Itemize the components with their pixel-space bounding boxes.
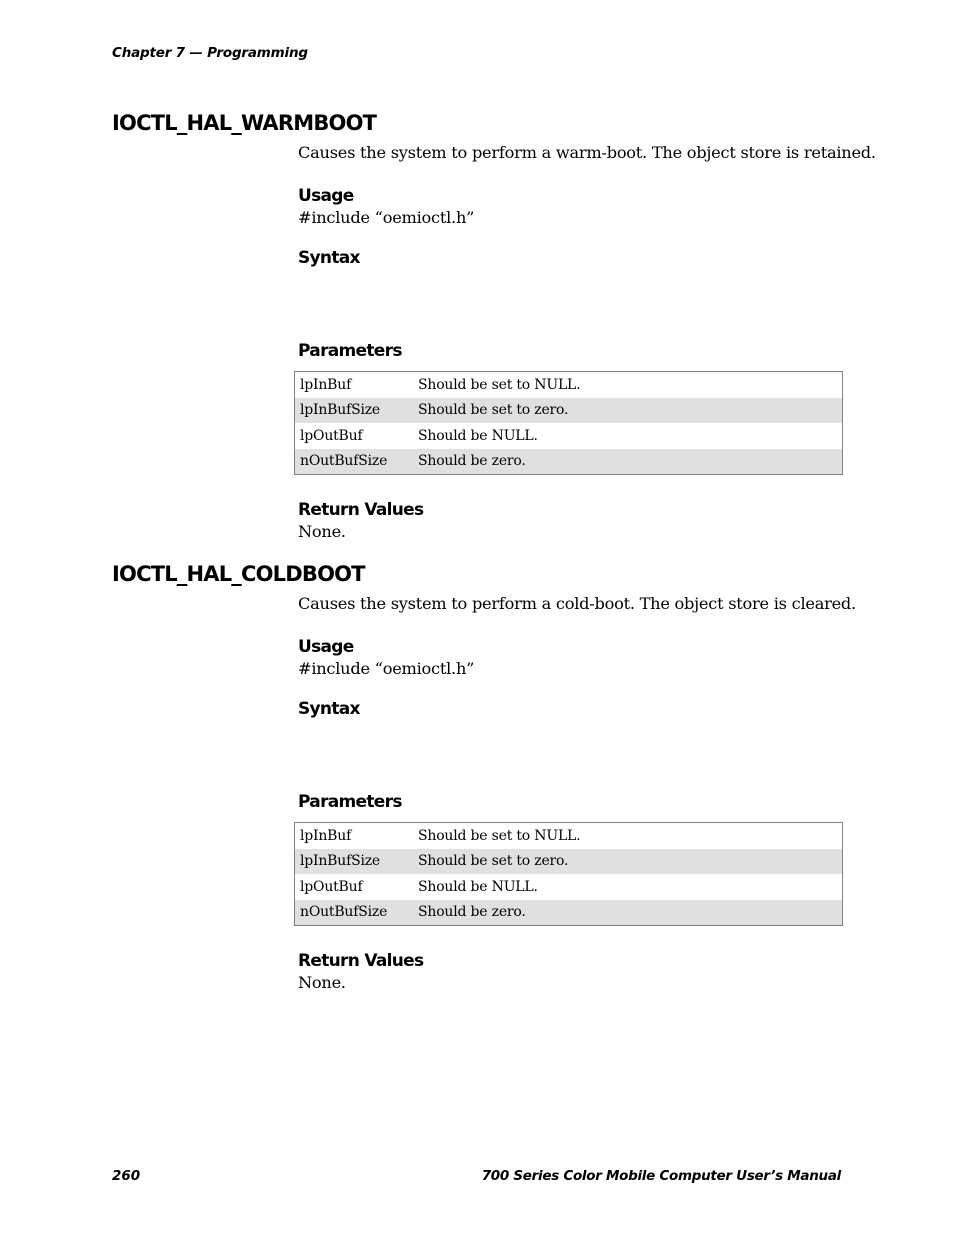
- table-row: [295, 372, 842, 398]
- return-values-text: None.: [298, 973, 346, 992]
- return-values-text: None.: [298, 522, 346, 541]
- parameters-heading: Parameters: [298, 341, 402, 361]
- param-name: lpOutBuf: [300, 878, 363, 895]
- table-row: [295, 823, 842, 849]
- table-row: [295, 874, 842, 900]
- param-desc: Should be set to NULL.: [418, 827, 581, 844]
- table-row: [295, 849, 842, 875]
- param-name: nOutBufSize: [300, 453, 388, 470]
- table-row: [295, 449, 842, 475]
- section-description: Causes the system to perform a cold-boot. The object store is cleared.: [298, 594, 856, 613]
- page-number: 260: [112, 1168, 141, 1184]
- param-desc: Should be zero.: [418, 904, 526, 921]
- syntax-heading: Syntax: [298, 699, 360, 719]
- section-description: Causes the system to perform a warm-boot. The object store is retained.: [298, 143, 876, 162]
- usage-heading: Usage: [298, 637, 354, 657]
- usage-text: #include “oemioctl.h”: [298, 208, 475, 227]
- param-name: lpInBufSize: [300, 853, 381, 870]
- return-values-heading: Return Values: [298, 500, 424, 520]
- table-row: [295, 900, 842, 926]
- parameters-heading: Parameters: [298, 792, 402, 812]
- section-title: IOCTL_HAL_WARMBOOT: [112, 111, 377, 135]
- param-name: lpInBuf: [300, 376, 352, 393]
- param-desc: Should be zero.: [418, 453, 526, 470]
- syntax-heading: Syntax: [298, 248, 360, 268]
- usage-text: #include “oemioctl.h”: [298, 659, 475, 678]
- param-desc: Should be set to NULL.: [418, 376, 581, 393]
- manual-title: 700 Series Color Mobile Computer User’s Manual: [481, 1168, 841, 1184]
- param-desc: Should be NULL.: [418, 878, 538, 895]
- param-name: nOutBufSize: [300, 904, 388, 921]
- param-desc: Should be NULL.: [418, 427, 538, 444]
- param-desc: Should be set to zero.: [418, 853, 569, 870]
- parameters-table: [294, 822, 843, 926]
- parameters-table: [294, 371, 843, 475]
- table-row: [295, 423, 842, 449]
- param-name: lpInBufSize: [300, 402, 381, 419]
- param-desc: Should be set to zero.: [418, 402, 569, 419]
- table-row: [295, 398, 842, 424]
- param-name: lpOutBuf: [300, 427, 363, 444]
- section-title: IOCTL_HAL_COLDBOOT: [112, 562, 365, 586]
- usage-heading: Usage: [298, 186, 354, 206]
- return-values-heading: Return Values: [298, 951, 424, 971]
- running-header: Chapter 7 — Programming: [112, 45, 308, 61]
- param-name: lpInBuf: [300, 827, 352, 844]
